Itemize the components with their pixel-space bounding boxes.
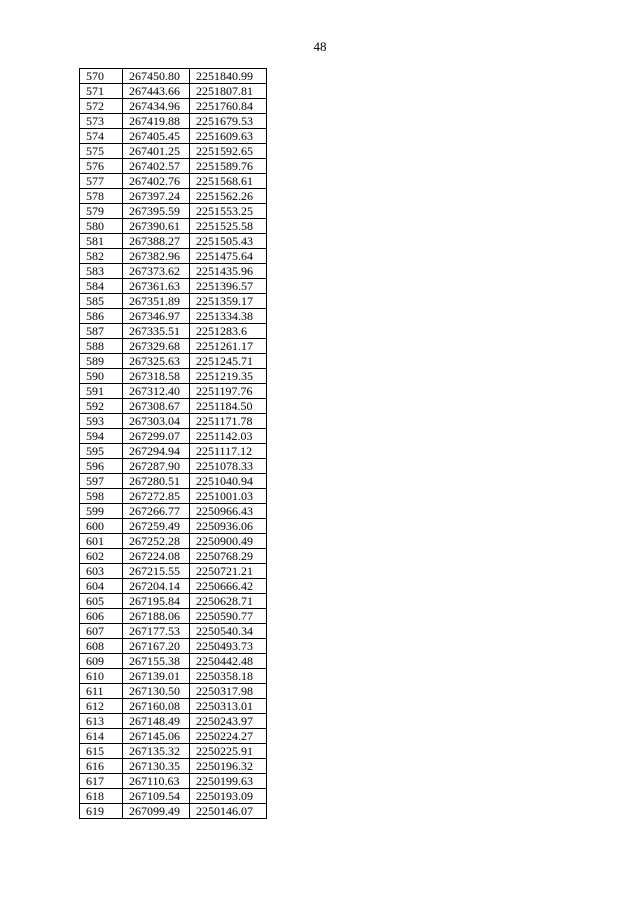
point-number-cell: 609	[80, 654, 123, 669]
point-number-cell: 585	[80, 294, 123, 309]
table-row	[80, 654, 267, 669]
point-number-cell: 617	[80, 774, 123, 789]
table-row	[80, 129, 267, 144]
coordinates-table-body	[80, 69, 267, 819]
table-row	[80, 789, 267, 804]
x-coordinate-cell: 267303.04	[123, 414, 190, 429]
x-coordinate-cell: 267419.88	[123, 114, 190, 129]
point-number-cell: 587	[80, 324, 123, 339]
point-number-cell: 571	[80, 84, 123, 99]
table-row	[80, 384, 267, 399]
point-number-cell: 614	[80, 729, 123, 744]
coordinates-table	[79, 68, 267, 819]
point-number-cell: 594	[80, 429, 123, 444]
point-number-cell: 618	[80, 789, 123, 804]
point-number-cell: 606	[80, 609, 123, 624]
point-number-cell: 581	[80, 234, 123, 249]
table-row	[80, 189, 267, 204]
page-number: 48	[313, 39, 327, 54]
y-coordinate-cell: 2251117.12	[190, 444, 267, 459]
y-coordinate-cell: 2251568.61	[190, 174, 267, 189]
table-row	[80, 354, 267, 369]
y-coordinate-cell: 2251396.57	[190, 279, 267, 294]
y-coordinate-cell: 2250590.77	[190, 609, 267, 624]
x-coordinate-cell: 267434.96	[123, 99, 190, 114]
point-number-cell: 591	[80, 384, 123, 399]
point-number-cell: 599	[80, 504, 123, 519]
x-coordinate-cell: 267155.38	[123, 654, 190, 669]
table-row	[80, 564, 267, 579]
point-number-cell: 603	[80, 564, 123, 579]
y-coordinate-cell: 2250193.09	[190, 789, 267, 804]
x-coordinate-cell: 267351.89	[123, 294, 190, 309]
table-row	[80, 594, 267, 609]
point-number-cell: 582	[80, 249, 123, 264]
y-coordinate-cell: 2251359.17	[190, 294, 267, 309]
y-coordinate-cell: 2251609.63	[190, 129, 267, 144]
table-row	[80, 639, 267, 654]
x-coordinate-cell: 267395.59	[123, 204, 190, 219]
table-row	[80, 519, 267, 534]
y-coordinate-cell: 2250900.49	[190, 534, 267, 549]
table-row	[80, 699, 267, 714]
y-coordinate-cell: 2250224.27	[190, 729, 267, 744]
x-coordinate-cell: 267110.63	[123, 774, 190, 789]
x-coordinate-cell: 267148.49	[123, 714, 190, 729]
point-number-cell: 578	[80, 189, 123, 204]
point-number-cell: 597	[80, 474, 123, 489]
x-coordinate-cell: 267318.58	[123, 369, 190, 384]
point-number-cell: 601	[80, 534, 123, 549]
y-coordinate-cell: 2250199.63	[190, 774, 267, 789]
x-coordinate-cell: 267259.49	[123, 519, 190, 534]
table-row	[80, 669, 267, 684]
x-coordinate-cell: 267299.07	[123, 429, 190, 444]
table-row	[80, 294, 267, 309]
y-coordinate-cell: 2251001.03	[190, 489, 267, 504]
point-number-cell: 590	[80, 369, 123, 384]
table-row	[80, 339, 267, 354]
x-coordinate-cell: 267397.24	[123, 189, 190, 204]
x-coordinate-cell: 267388.27	[123, 234, 190, 249]
y-coordinate-cell: 2251525.58	[190, 219, 267, 234]
x-coordinate-cell: 267405.45	[123, 129, 190, 144]
x-coordinate-cell: 267130.50	[123, 684, 190, 699]
y-coordinate-cell: 2250540.34	[190, 624, 267, 639]
point-number-cell: 572	[80, 99, 123, 114]
point-number-cell: 608	[80, 639, 123, 654]
x-coordinate-cell: 267139.01	[123, 669, 190, 684]
point-number-cell: 600	[80, 519, 123, 534]
x-coordinate-cell: 267373.62	[123, 264, 190, 279]
point-number-cell: 589	[80, 354, 123, 369]
y-coordinate-cell: 2251553.25	[190, 204, 267, 219]
table-row	[80, 219, 267, 234]
y-coordinate-cell: 2251171.78	[190, 414, 267, 429]
table-row	[80, 159, 267, 174]
x-coordinate-cell: 267450.80	[123, 69, 190, 84]
x-coordinate-cell: 267188.06	[123, 609, 190, 624]
point-number-cell: 605	[80, 594, 123, 609]
y-coordinate-cell: 2250358.18	[190, 669, 267, 684]
y-coordinate-cell: 2250966.43	[190, 504, 267, 519]
table-row	[80, 114, 267, 129]
y-coordinate-cell: 2250243.97	[190, 714, 267, 729]
y-coordinate-cell: 2251184.50	[190, 399, 267, 414]
x-coordinate-cell: 267160.08	[123, 699, 190, 714]
y-coordinate-cell: 2251283.6	[190, 324, 267, 339]
point-number-cell: 574	[80, 129, 123, 144]
y-coordinate-cell: 2250317.98	[190, 684, 267, 699]
y-coordinate-cell: 2250666.42	[190, 579, 267, 594]
table-row	[80, 414, 267, 429]
x-coordinate-cell: 267312.40	[123, 384, 190, 399]
x-coordinate-cell: 267177.53	[123, 624, 190, 639]
table-row	[80, 429, 267, 444]
y-coordinate-cell: 2251807.81	[190, 84, 267, 99]
point-number-cell: 570	[80, 69, 123, 84]
y-coordinate-cell: 2250493.73	[190, 639, 267, 654]
x-coordinate-cell: 267215.55	[123, 564, 190, 579]
table-row	[80, 489, 267, 504]
table-row	[80, 249, 267, 264]
table-row	[80, 204, 267, 219]
table-row	[80, 744, 267, 759]
point-number-cell: 584	[80, 279, 123, 294]
y-coordinate-cell: 2251142.03	[190, 429, 267, 444]
table-row	[80, 714, 267, 729]
y-coordinate-cell: 2251197.76	[190, 384, 267, 399]
table-row	[80, 474, 267, 489]
y-coordinate-cell: 2251505.43	[190, 234, 267, 249]
y-coordinate-cell: 2250196.32	[190, 759, 267, 774]
table-row	[80, 459, 267, 474]
table-row	[80, 804, 267, 819]
x-coordinate-cell: 267266.77	[123, 504, 190, 519]
x-coordinate-cell: 267401.25	[123, 144, 190, 159]
point-number-cell: 592	[80, 399, 123, 414]
point-number-cell: 583	[80, 264, 123, 279]
table-row	[80, 759, 267, 774]
y-coordinate-cell: 2251334.38	[190, 309, 267, 324]
x-coordinate-cell: 267109.54	[123, 789, 190, 804]
y-coordinate-cell: 2251078.33	[190, 459, 267, 474]
x-coordinate-cell: 267402.76	[123, 174, 190, 189]
x-coordinate-cell: 267390.61	[123, 219, 190, 234]
table-row	[80, 444, 267, 459]
y-coordinate-cell: 2250146.07	[190, 804, 267, 819]
table-row	[80, 579, 267, 594]
y-coordinate-cell: 2251475.64	[190, 249, 267, 264]
y-coordinate-cell: 2250225.91	[190, 744, 267, 759]
x-coordinate-cell: 267329.68	[123, 339, 190, 354]
y-coordinate-cell: 2251261.17	[190, 339, 267, 354]
y-coordinate-cell: 2250936.06	[190, 519, 267, 534]
x-coordinate-cell: 267402.57	[123, 159, 190, 174]
x-coordinate-cell: 267099.49	[123, 804, 190, 819]
table-row	[80, 624, 267, 639]
x-coordinate-cell: 267130.35	[123, 759, 190, 774]
x-coordinate-cell: 267204.14	[123, 579, 190, 594]
y-coordinate-cell: 2251760.84	[190, 99, 267, 114]
point-number-cell: 598	[80, 489, 123, 504]
table-row	[80, 609, 267, 624]
x-coordinate-cell: 267325.63	[123, 354, 190, 369]
point-number-cell: 577	[80, 174, 123, 189]
y-coordinate-cell: 2250628.71	[190, 594, 267, 609]
table-row	[80, 144, 267, 159]
table-row	[80, 234, 267, 249]
y-coordinate-cell: 2250313.01	[190, 699, 267, 714]
point-number-cell: 604	[80, 579, 123, 594]
y-coordinate-cell: 2250442.48	[190, 654, 267, 669]
point-number-cell: 613	[80, 714, 123, 729]
x-coordinate-cell: 267252.28	[123, 534, 190, 549]
x-coordinate-cell: 267195.84	[123, 594, 190, 609]
point-number-cell: 616	[80, 759, 123, 774]
x-coordinate-cell: 267287.90	[123, 459, 190, 474]
y-coordinate-cell: 2251589.76	[190, 159, 267, 174]
y-coordinate-cell: 2251562.26	[190, 189, 267, 204]
table-row	[80, 534, 267, 549]
table-row	[80, 279, 267, 294]
table-row	[80, 729, 267, 744]
x-coordinate-cell: 267346.97	[123, 309, 190, 324]
y-coordinate-cell: 2250721.21	[190, 564, 267, 579]
table-row	[80, 99, 267, 114]
table-row	[80, 774, 267, 789]
table-row	[80, 264, 267, 279]
point-number-cell: 586	[80, 309, 123, 324]
table-row	[80, 549, 267, 564]
point-number-cell: 576	[80, 159, 123, 174]
x-coordinate-cell: 267294.94	[123, 444, 190, 459]
y-coordinate-cell: 2251040.94	[190, 474, 267, 489]
x-coordinate-cell: 267308.67	[123, 399, 190, 414]
table-row	[80, 369, 267, 384]
x-coordinate-cell: 267361.63	[123, 279, 190, 294]
point-number-cell: 595	[80, 444, 123, 459]
point-number-cell: 573	[80, 114, 123, 129]
y-coordinate-cell: 2251219.35	[190, 369, 267, 384]
table-row	[80, 84, 267, 99]
point-number-cell: 612	[80, 699, 123, 714]
x-coordinate-cell: 267224.08	[123, 549, 190, 564]
y-coordinate-cell: 2251592.65	[190, 144, 267, 159]
point-number-cell: 607	[80, 624, 123, 639]
x-coordinate-cell: 267382.96	[123, 249, 190, 264]
point-number-cell: 610	[80, 669, 123, 684]
x-coordinate-cell: 267280.51	[123, 474, 190, 489]
table-row	[80, 69, 267, 84]
table-row	[80, 324, 267, 339]
point-number-cell: 575	[80, 144, 123, 159]
point-number-cell: 602	[80, 549, 123, 564]
x-coordinate-cell: 267145.06	[123, 729, 190, 744]
y-coordinate-cell: 2251840.99	[190, 69, 267, 84]
y-coordinate-cell: 2251679.53	[190, 114, 267, 129]
x-coordinate-cell: 267167.20	[123, 639, 190, 654]
table-row	[80, 174, 267, 189]
x-coordinate-cell: 267335.51	[123, 324, 190, 339]
point-number-cell: 615	[80, 744, 123, 759]
point-number-cell: 619	[80, 804, 123, 819]
x-coordinate-cell: 267135.32	[123, 744, 190, 759]
point-number-cell: 580	[80, 219, 123, 234]
table-row	[80, 684, 267, 699]
y-coordinate-cell: 2250768.29	[190, 549, 267, 564]
point-number-cell: 596	[80, 459, 123, 474]
table-row	[80, 504, 267, 519]
x-coordinate-cell: 267443.66	[123, 84, 190, 99]
y-coordinate-cell: 2251245.71	[190, 354, 267, 369]
table-row	[80, 399, 267, 414]
table-row	[80, 309, 267, 324]
point-number-cell: 593	[80, 414, 123, 429]
point-number-cell: 588	[80, 339, 123, 354]
y-coordinate-cell: 2251435.96	[190, 264, 267, 279]
x-coordinate-cell: 267272.85	[123, 489, 190, 504]
point-number-cell: 579	[80, 204, 123, 219]
point-number-cell: 611	[80, 684, 123, 699]
